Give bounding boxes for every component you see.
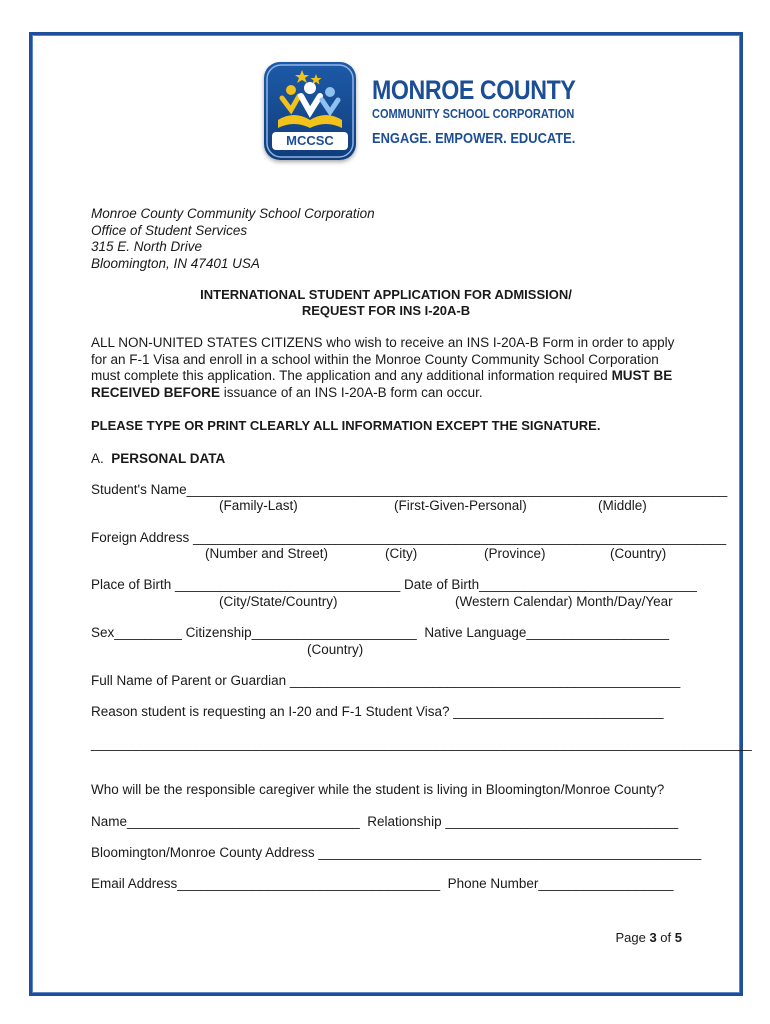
field-label: Foreign Address xyxy=(91,530,190,545)
section-heading xyxy=(91,451,225,466)
form-title-line: REQUEST FOR INS I-20A-B xyxy=(301,303,471,318)
foreign-address-field[interactable]: Foreign Address _______________________________________________________________________ xyxy=(91,530,727,545)
field-label: Place of Birth xyxy=(91,577,172,592)
field-label: Citizenship xyxy=(185,625,252,640)
name-middle-caption: (Middle) xyxy=(598,498,647,513)
email-phone-fields[interactable]: Email Address___________________________________ Phone Number__________________ xyxy=(91,876,674,891)
section-name: PERSONAL DATA xyxy=(111,451,226,466)
local-address-field[interactable]: Bloomington/Monroe County Address ___________________________________________________ xyxy=(91,845,702,860)
caregiver-question: Who will be the responsible caregiver while the student is living in Bloomington/Monroe County? xyxy=(91,782,665,797)
form-title-line: INTERNATIONAL STUDENT APPLICATION FOR ADMISSION/ xyxy=(200,287,572,302)
field-label: Reason student is requesting an I-20 and F-1 Student Visa? xyxy=(91,704,450,719)
field-label: Student's Name xyxy=(91,482,187,497)
intro-paragraph xyxy=(91,335,681,401)
field-label: Full Name of Parent or Guardian xyxy=(91,673,287,688)
field-label: Date of Birth xyxy=(404,577,480,592)
field-label: Phone Number xyxy=(447,876,539,891)
mccsc-icon-text: MCCSC xyxy=(286,133,334,148)
reason-field[interactable]: Reason student is requesting an I-20 and F-1 Student Visa? ____________________________ xyxy=(91,704,664,719)
mccsc-logo xyxy=(264,62,576,172)
field-label: Bloomington/Monroe County Address xyxy=(91,845,315,860)
address-line: 315 E. North Drive xyxy=(91,239,203,254)
parent-name-field[interactable]: Full Name of Parent or Guardian ____________________________________________________ xyxy=(91,673,681,688)
dob-caption: (Western Calendar) Month/Day/Year xyxy=(455,594,673,609)
instruction-text: PLEASE TYPE OR PRINT CLEARLY ALL INFORMATION EXCEPT THE SIGNATURE. xyxy=(91,418,601,433)
addr-street-caption: (Number and Street) xyxy=(205,546,329,561)
brand-tagline: ENGAGE. EMPOWER. EDUCATE. xyxy=(372,130,576,147)
intro-emphasis: MUST BE RECEIVED BEFORE xyxy=(91,368,673,400)
mccsc-app-icon xyxy=(264,62,356,160)
name-first-caption: (First-Given-Personal) xyxy=(394,498,527,513)
students-name-field[interactable]: Student's Name________________________________________________________________________ xyxy=(91,482,728,497)
intro-text: ALL NON-UNITED STATES CITIZENS who wish to receive an INS I-20A-B Form in order to apply for an F-1 Visa and enroll in a school within the Monroe County Community School Corporation must complete this application. The application and any additional information required xyxy=(91,335,675,383)
page-number xyxy=(615,930,682,945)
address-line: Monroe County Community School Corporation xyxy=(91,206,375,221)
intro-text: issuance of an INS I-20A-B form can occur. xyxy=(220,384,483,400)
field-label: Sex xyxy=(91,625,115,640)
reason-continuation-line[interactable]: ________________________________________________________________________________________ xyxy=(91,736,752,751)
of-word: of xyxy=(660,930,672,945)
sex-citizenship-language-fields[interactable]: Sex_________ Citizenship______________________ Native Language___________________ xyxy=(91,625,670,640)
citizenship-caption: (Country) xyxy=(307,642,364,657)
field-label: Name xyxy=(91,814,128,829)
brand-title: MONROE COUNTY xyxy=(372,75,576,105)
name-family-caption: (Family-Last) xyxy=(219,498,298,513)
field-label: Native Language xyxy=(424,625,527,640)
field-label: Email Address xyxy=(91,876,178,891)
caregiver-name-relationship-fields[interactable]: Name_______________________________ Relationship _______________________________ xyxy=(91,814,679,829)
addr-country-caption: (Country) xyxy=(610,546,667,561)
addr-province-caption: (Province) xyxy=(484,546,546,561)
section-letter: A. xyxy=(91,451,104,466)
page-current: 3 xyxy=(649,930,657,945)
office-address xyxy=(91,206,375,272)
page-total: 5 xyxy=(674,930,682,945)
form-title xyxy=(91,287,681,319)
address-line: Office of Student Services xyxy=(91,222,248,238)
field-label: Relationship xyxy=(367,814,442,829)
page-word: Page xyxy=(615,930,646,945)
address-line: Bloomington, IN 47401 USA xyxy=(91,255,260,271)
birth-fields[interactable]: Place of Birth ______________________________ Date of Birth_____________________________ xyxy=(91,577,697,592)
brand-subtitle: COMMUNITY SCHOOL CORPORATION xyxy=(372,107,575,121)
pob-caption: (City/State/Country) xyxy=(219,594,338,609)
addr-city-caption: (City) xyxy=(385,546,418,561)
